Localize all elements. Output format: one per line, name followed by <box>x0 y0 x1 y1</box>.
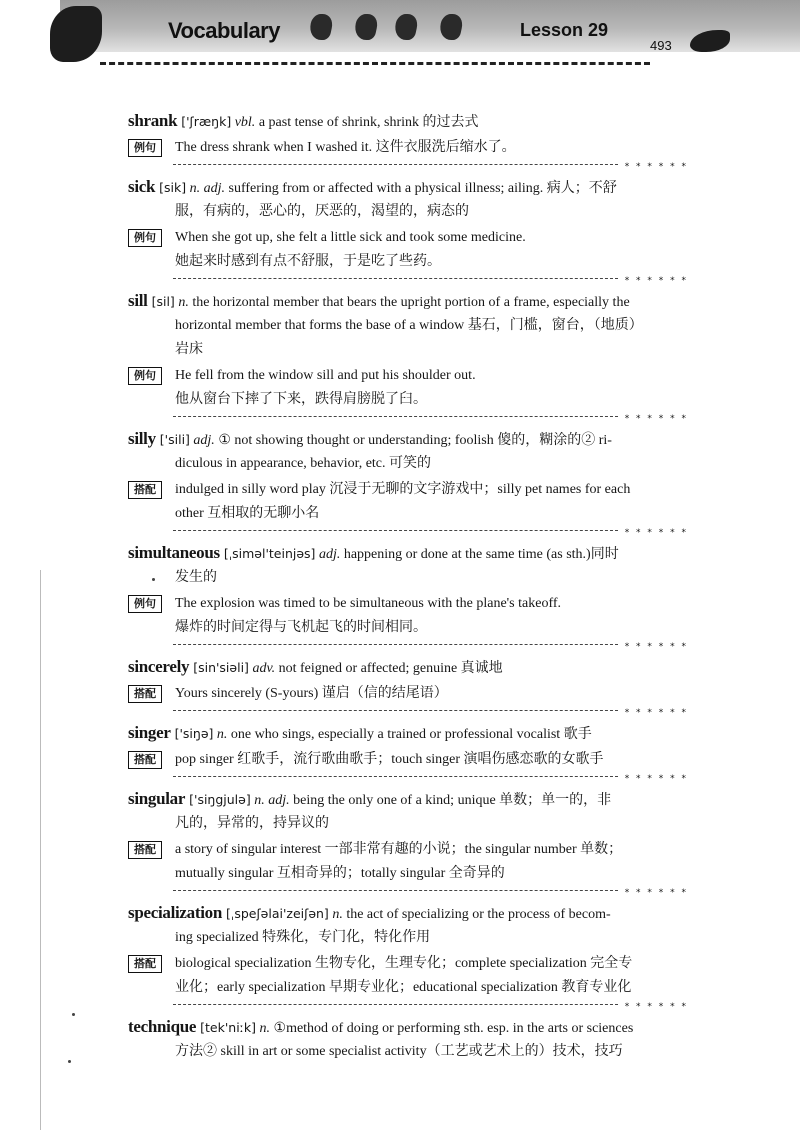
example-tag: 搭配 <box>128 481 162 499</box>
entry-separator <box>173 412 688 428</box>
star-row: * * * * * * <box>624 1002 688 1012</box>
part-of-speech: n. <box>259 1021 271 1036</box>
headword: technique <box>128 1017 197 1036</box>
entry-3 <box>128 428 698 542</box>
entry-head <box>128 176 698 200</box>
phonetic: [sil] <box>151 294 175 309</box>
headword: singular <box>128 789 186 808</box>
example-tag: 例句 <box>128 139 162 157</box>
part-of-speech: n. adj. <box>189 181 226 196</box>
entry-6 <box>128 722 698 788</box>
example-text <box>175 226 526 274</box>
example-line: The explosion was timed to be simultaneous with the plane's takeoff. <box>175 596 562 611</box>
definition: suffering from or affected with a physical illness; ailing. 病人；不舒 <box>228 181 617 196</box>
example-text <box>175 592 561 640</box>
definition: ①method of doing or performing sth. esp. in the arts or sciences <box>273 1021 634 1036</box>
star-row: * * * * * * <box>624 162 688 172</box>
definition: the act of specializing or the process of becom- <box>346 907 611 922</box>
dashed-rule <box>173 890 618 891</box>
part-of-speech: adj. <box>193 433 215 448</box>
example-line: pop singer 红歌手，流行歌曲歌手；touch singer 演唱伤感恋歌的女歌手 <box>175 752 604 767</box>
entry-9 <box>128 1016 698 1064</box>
entry-head <box>128 542 698 566</box>
dashed-rule <box>173 278 618 279</box>
star-row: * * * * * * <box>624 528 688 538</box>
entry-7 <box>128 788 698 902</box>
example-text <box>175 748 604 772</box>
definition: not feigned or affected; genuine 真诚地 <box>278 661 503 676</box>
entry-separator <box>173 274 688 290</box>
dashed-rule <box>173 1004 618 1005</box>
entry-head <box>128 1016 698 1040</box>
example-block <box>128 226 698 274</box>
dashed-rule <box>173 530 618 531</box>
definition: ① not showing thought or understanding; foolish 傻的，糊涂的② ri- <box>218 433 612 448</box>
speck <box>68 1060 71 1063</box>
dashed-rule <box>173 164 618 165</box>
dashed-rule <box>173 644 618 645</box>
phonetic: ['sili] <box>159 432 190 447</box>
headword: simultaneous <box>128 543 220 562</box>
dashed-rule <box>173 416 618 417</box>
entry-separator <box>173 772 688 788</box>
part-of-speech: n. adj. <box>254 793 290 808</box>
header-lesson: Lesson 29 <box>520 20 609 40</box>
entry-separator <box>173 1000 688 1016</box>
entry-separator <box>173 526 688 542</box>
star-row: * * * * * * <box>624 888 688 898</box>
entry-separator <box>173 160 688 176</box>
example-line: When she got up, she felt a little sick and took some medicine. <box>175 230 526 245</box>
entry-0 <box>128 110 698 176</box>
part-of-speech: adj. <box>318 547 341 562</box>
entry-4 <box>128 542 698 656</box>
header-title: Vocabulary <box>168 18 280 43</box>
phonetic: [sik] <box>159 180 187 195</box>
entry-head <box>128 902 698 926</box>
example-block <box>128 838 698 886</box>
example-line: other 互相取的无聊小名 <box>175 506 320 521</box>
entry-8 <box>128 902 698 1016</box>
example-line: biological specialization 生物专化，生理专化；complete specialization 完全专 <box>175 956 633 971</box>
entry-list <box>128 110 698 1064</box>
phonetic: ['ʃræŋk] <box>181 114 232 129</box>
example-block <box>128 136 698 160</box>
headword: sick <box>128 177 156 196</box>
phonetic: [sin'siəli] <box>193 660 249 675</box>
definition-continued: 发生的 <box>175 570 217 585</box>
entry-separator <box>173 706 688 722</box>
headword: singer <box>128 723 171 742</box>
margin-rule <box>40 570 41 1130</box>
entry-separator <box>173 886 688 902</box>
example-block <box>128 952 698 1000</box>
star-row: * * * * * * <box>624 774 688 784</box>
example-line: The dress shrank when I washed it. 这件衣服洗后缩水了。 <box>175 140 516 155</box>
phonetic: [tek'niːk] <box>200 1020 257 1035</box>
example-line: Yours sincerely (S-yours) 谨启（信的结尾语） <box>175 686 448 701</box>
swirl-logo-icon <box>50 6 102 62</box>
entry-2 <box>128 290 698 428</box>
dashed-rule <box>173 710 618 711</box>
definition: the horizontal member that bears the upright portion of a frame, especially the <box>192 295 630 310</box>
example-line: 她起来时感到有点不舒服，于是吃了些药。 <box>175 254 441 269</box>
definition-continued: 岩床 <box>175 342 203 357</box>
entry-5 <box>128 656 698 722</box>
example-block <box>128 478 698 526</box>
part-of-speech: vbl. <box>234 115 256 130</box>
definition-continued: horizontal member that forms the base of a window 基石，门槛，窗台，（地质） <box>175 318 643 333</box>
definition-continued: 凡的，异常的，持异议的 <box>175 816 329 831</box>
star-row: * * * * * * <box>624 414 688 424</box>
definition-continued: ing specialized 特殊化，专门化，特化作用 <box>175 930 431 945</box>
dashed-rule <box>173 776 618 777</box>
entry-head <box>128 788 698 812</box>
example-text <box>175 478 630 526</box>
entry-separator <box>173 640 688 656</box>
headword: specialization <box>128 903 223 922</box>
header-divider <box>100 62 650 65</box>
example-block <box>128 748 698 772</box>
example-line: 爆炸的时间定得与飞机起飞的时间相同。 <box>175 620 427 635</box>
definition-continued: diculous in appearance, behavior, etc. 可笑的 <box>175 456 432 471</box>
part-of-speech: n. <box>332 907 343 922</box>
speck <box>72 1013 75 1016</box>
star-row: * * * * * * <box>624 708 688 718</box>
definition: a past tense of shrink, shrink 的过去式 <box>258 115 479 130</box>
headword: sincerely <box>128 657 190 676</box>
entry-head <box>128 428 698 452</box>
entry-head <box>128 110 698 134</box>
definition: one who sings, especially a trained or professional vocalist 歌手 <box>230 727 592 742</box>
example-line: a story of singular interest 一部非常有趣的小说；the singular number 单数； <box>175 842 623 857</box>
definition-continued: 服，有病的，恶心的，厌恶的，渴望的，病态的 <box>175 204 469 219</box>
example-text <box>175 682 448 706</box>
example-line: 业化；early specialization 早期专业化；educational specialization 教育专业化 <box>175 980 632 995</box>
entry-head <box>128 290 698 314</box>
example-tag: 例句 <box>128 367 162 385</box>
example-text <box>175 136 516 160</box>
example-block <box>128 592 698 640</box>
definition-continued: 方法② skill in art or some specialist activity（工艺或艺术上的）技术，技巧 <box>175 1044 623 1059</box>
phonetic: [ˌsiməl'teinjəs] <box>223 546 316 561</box>
page-number: 493 <box>650 38 672 53</box>
example-line: 他从窗台下摔了下来，跌得肩膀脱了臼。 <box>175 392 427 407</box>
headword: silly <box>128 429 156 448</box>
phonetic: ['siŋə] <box>174 726 214 741</box>
example-line: He fell from the window sill and put his shoulder out. <box>175 368 476 383</box>
example-text <box>175 838 622 886</box>
example-tag: 例句 <box>128 595 162 613</box>
example-tag: 例句 <box>128 229 162 247</box>
star-row: * * * * * * <box>624 642 688 652</box>
example-line: indulged in silly word play 沉浸于无聊的文字游戏中；silly pet names for each <box>175 482 631 497</box>
part-of-speech: n. <box>178 295 189 310</box>
example-tag: 搭配 <box>128 685 162 703</box>
entry-1 <box>128 176 698 290</box>
definition: being the only one of a kind; unique 单数；单一的，非 <box>293 793 612 808</box>
entry-head <box>128 722 698 746</box>
part-of-speech: adv. <box>252 661 276 676</box>
example-block <box>128 682 698 706</box>
headword: sill <box>128 291 148 310</box>
example-block <box>128 364 698 412</box>
example-tag: 搭配 <box>128 751 162 769</box>
headword: shrank <box>128 111 178 130</box>
phonetic: ['siŋgjulə] <box>189 792 251 807</box>
entry-head <box>128 656 698 680</box>
example-text <box>175 364 476 412</box>
example-text <box>175 952 632 1000</box>
definition: happening or done at the same time (as sth.)同时 <box>343 547 619 562</box>
phonetic: [ˌspeʃəlai'zeiʃən] <box>226 906 329 921</box>
example-line: mutually singular 互相奇异的；totally singular 全奇异的 <box>175 866 505 881</box>
example-tag: 搭配 <box>128 841 162 859</box>
part-of-speech: n. <box>216 727 228 742</box>
star-row: * * * * * * <box>624 276 688 286</box>
example-tag: 搭配 <box>128 955 162 973</box>
